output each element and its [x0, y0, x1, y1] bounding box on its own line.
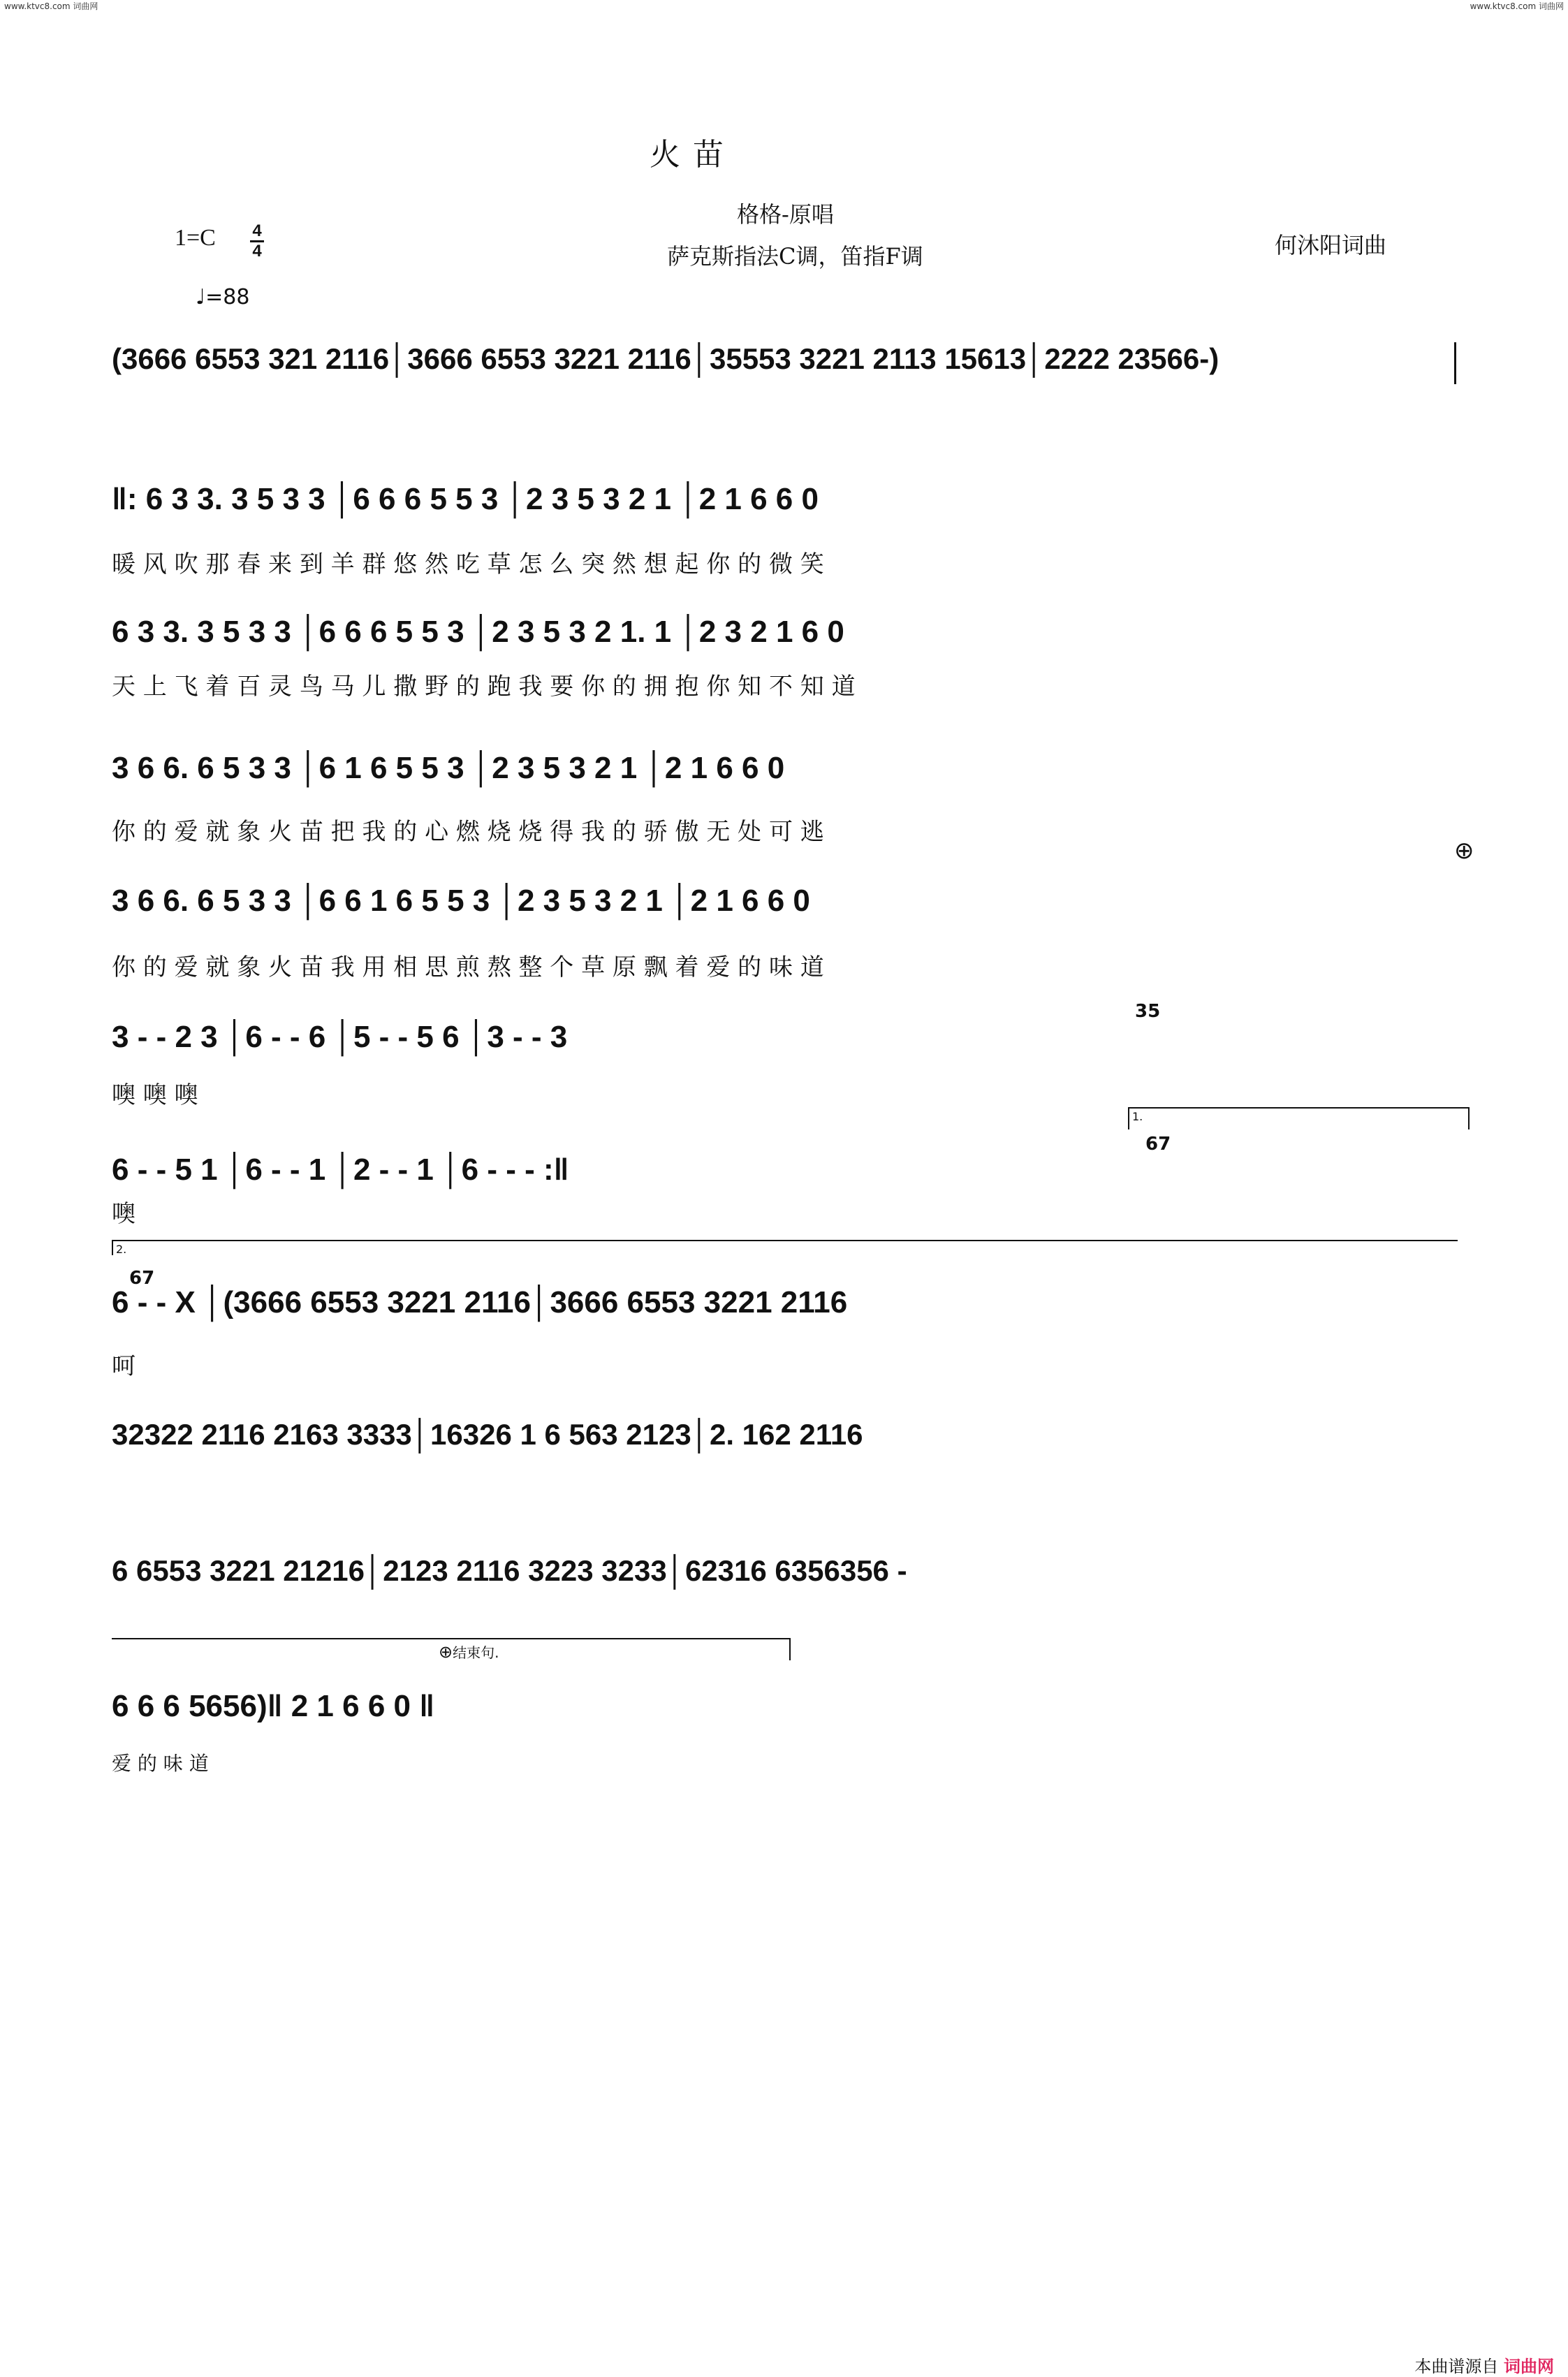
system-5: [112, 884, 1463, 988]
coda-small-icon: ⊕: [439, 1642, 453, 1662]
notation-line: (3666 6553 321 2116│3666 6553 3221 2116│35553 3221 2113 15613│2222 23566-): [112, 342, 1219, 375]
lyric-line: 噢 噢 噢: [112, 1081, 198, 1109]
notation-line: 6 6553 3221 21216│2123 2116 3223 3233│62316 6356356 -: [112, 1554, 907, 1587]
singer-line: 格格-原唱: [737, 201, 834, 228]
notation-line: 6 6 6 5656)‖ 2 1 6 6 0 ‖: [112, 1689, 435, 1723]
header-site-right[interactable]: www.ktvc8.com 词曲网: [1470, 1, 1564, 11]
lyric-line: 暖 风 吹 那 春 来 到 羊 群 悠 然 吃 草 怎 么 突 然 想 起 你 的 微 笑: [112, 550, 824, 578]
key-signature: [175, 225, 216, 251]
key-label: 1=C: [175, 225, 216, 251]
system-3: [112, 615, 1463, 719]
system-2: [112, 482, 1463, 587]
lyric-line: 噢: [112, 1200, 135, 1228]
song-title: 火 苗: [650, 137, 725, 173]
tempo-mark: ♩=88: [196, 285, 250, 309]
notation-line: 3 - - 2 3 │6 - - 6 │5 - - 5 6 │3 - - 3: [112, 1020, 568, 1054]
system-9: [112, 1418, 1463, 1474]
header-site-left[interactable]: www.ktvc8.com 词曲网: [4, 1, 98, 11]
credits: 何沐阳词曲: [1275, 232, 1387, 258]
notation-line: 6 - - X │(3666 6553 3221 2116│3666 6553 3221 2116: [112, 1285, 848, 1319]
footer-source-text: 本曲谱源自: [1414, 2357, 1499, 2376]
notation-line: 6 - - 5 1 │6 - - 1 │2 - - 1 │6 - - - :‖: [112, 1153, 569, 1187]
grace-note-35: 35: [1135, 1001, 1161, 1022]
time-denominator: 4: [250, 240, 264, 261]
volta-2-label: 2.: [116, 1243, 127, 1256]
coda-label: [439, 1641, 499, 1662]
footer-brand-link[interactable]: 词曲网: [1504, 2357, 1554, 2376]
system-11: [112, 1689, 1463, 1787]
notation-line: 6 3 3. 3 5 3 3 │6 6 6 5 5 3 │2 3 5 3 2 1. 1 │2 3 2 1 6 0: [112, 615, 844, 649]
grace-note-67b: 67: [129, 1268, 155, 1289]
volta-1-label: 1.: [1132, 1110, 1143, 1123]
system-6: [112, 1020, 1463, 1118]
notation-line: 32322 2116 2163 3333│16326 1 6 563 2123│2. 162 2116: [112, 1418, 863, 1451]
lyric-line: 你 的 爱 就 象 火 苗 我 用 相 思 煎 熬 整 个 草 原 飘 着 爱 的 味 道: [112, 953, 824, 981]
fingering-note: 萨克斯指法C调，笛指F调: [667, 243, 923, 270]
system-1: [112, 342, 1463, 398]
lyric-line: 天 上 飞 着 百 灵 鸟 马 儿 撒 野 的 跑 我 要 你 的 拥 抱 你 知 不 知 道: [112, 673, 856, 701]
system-10: [112, 1554, 1463, 1610]
system-4: [112, 751, 1463, 856]
notation-line: 3 6 6. 6 5 3 3 │6 6 1 6 5 5 3 │2 3 5 3 2 1 │2 1 6 6 0: [112, 884, 810, 918]
volta-1-bracket: [1128, 1107, 1470, 1129]
end-barline: [1454, 342, 1456, 384]
grace-note-67: 67: [1145, 1134, 1171, 1155]
time-numerator: 4: [252, 221, 262, 240]
footer-source: [1414, 2353, 1554, 2377]
lyric-line: 你 的 爱 就 象 火 苗 把 我 的 心 燃 烧 烧 得 我 的 骄 傲 无 处 可 逃: [112, 818, 824, 846]
notation-line: ‖: 6 3 3. 3 5 3 3 │6 6 6 5 5 3 │2 3 5 3 2 1 │2 1 6 6 0: [112, 482, 819, 516]
time-signature: [250, 222, 264, 261]
volta-2-bracket: [112, 1240, 1458, 1255]
system-7: [112, 1153, 1463, 1250]
notation-line: 3 6 6. 6 5 3 3 │6 1 6 5 5 3 │2 3 5 3 2 1 │2 1 6 6 0: [112, 751, 785, 785]
system-8: [112, 1285, 1463, 1383]
coda-icon: ⊕: [1454, 837, 1474, 865]
coda-text: 结束句.: [453, 1644, 499, 1661]
lyric-line: 爱 的 味 道: [112, 1752, 209, 1775]
lyric-line: 呵: [112, 1352, 135, 1380]
